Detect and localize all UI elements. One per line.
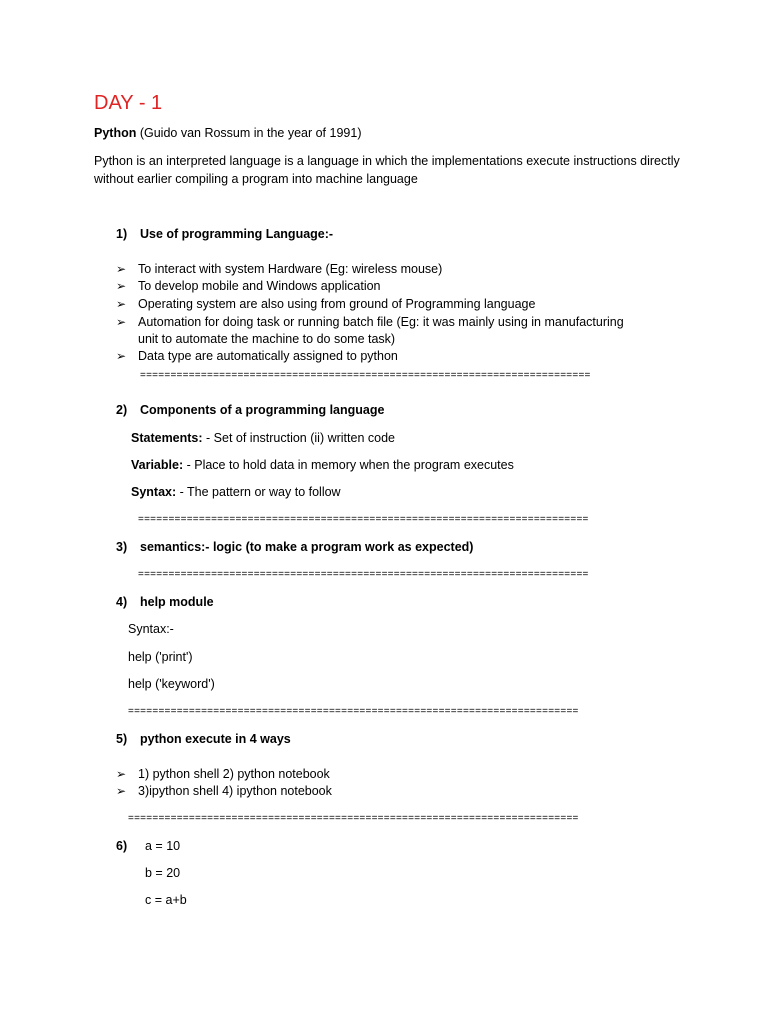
- bullet-text: Data type are automatically assigned to python: [138, 349, 398, 363]
- section-5-heading: [116, 731, 291, 748]
- section-2-heading: [116, 402, 384, 419]
- bullet-item: [116, 766, 330, 783]
- component-item: [131, 457, 514, 474]
- bullet-text: To interact with system Hardware (Eg: wireless mouse): [138, 262, 443, 276]
- section-6-number: 6): [116, 839, 128, 853]
- section-6-heading: [116, 838, 180, 855]
- bullet-text: Automation for doing task or running batch file (Eg: it was mainly using in manufacturing: [138, 315, 624, 329]
- intro-paragraph: Python is an interpreted language is a language in which the implementations execute instructions directly without earlier compiling a program into machine language: [94, 154, 680, 186]
- code-line: c = a+b: [145, 893, 187, 907]
- arrow-bullet-icon: ➢: [116, 297, 127, 311]
- arrow-bullet-icon: ➢: [116, 315, 127, 329]
- bullet-item: [116, 278, 381, 295]
- section-3-title: semantics:- logic (to make a program work as expected): [140, 540, 474, 554]
- section-3-heading: [116, 539, 473, 556]
- code-line: b = 20: [145, 866, 181, 880]
- arrow-bullet-icon: ➢: [116, 349, 127, 363]
- arrow-bullet-icon: ➢: [116, 767, 127, 781]
- help-line: Syntax:-: [128, 622, 174, 636]
- help-line: help ('keyword'): [128, 677, 215, 691]
- component-desc: - Place to hold data in memory when the program executes: [183, 458, 514, 472]
- section-5-number: 5): [116, 732, 128, 746]
- intro-title-rest: (Guido van Rossum in the year of 1991): [136, 126, 362, 140]
- bullet-text: 3)ipython shell 4) ipython notebook: [138, 784, 332, 798]
- component-term: Statements:: [131, 431, 203, 445]
- bullet-item: [116, 348, 398, 365]
- section-2-title: Components of a programming language: [140, 403, 385, 417]
- component-term: Variable:: [131, 458, 184, 472]
- bullet-text: Operating system are also using from ground of Programming language: [138, 297, 536, 311]
- section-1-number: 1): [116, 227, 128, 241]
- bullet-continuation: unit to automate the machine to do some task): [138, 332, 396, 346]
- arrow-bullet-icon: ➢: [116, 262, 127, 276]
- bullet-text: 1) python shell 2) python notebook: [138, 767, 330, 781]
- section-5-title: python execute in 4 ways: [140, 732, 291, 746]
- separator-line: ==========================================================================: [138, 514, 589, 525]
- intro-title-bold: Python: [94, 126, 137, 140]
- section-1-title: Use of programming Language:-: [140, 227, 334, 241]
- component-desc: - The pattern or way to follow: [176, 485, 341, 499]
- section-4-heading: [116, 594, 214, 611]
- component-desc: - Set of instruction (ii) written code: [202, 431, 395, 445]
- code-line: a = 10: [145, 839, 181, 853]
- bullet-text: To develop mobile and Windows application: [138, 279, 381, 293]
- bullet-item: [116, 783, 332, 800]
- component-item: [131, 430, 395, 447]
- bullet-item: [116, 261, 442, 278]
- component-term: Syntax:: [131, 485, 177, 499]
- section-4-title: help module: [140, 595, 214, 609]
- separator-line: ==========================================================================: [128, 706, 579, 717]
- arrow-bullet-icon: ➢: [116, 279, 127, 293]
- separator-line: ==========================================================================: [128, 813, 579, 824]
- arrow-bullet-icon: ➢: [116, 784, 127, 798]
- component-item: [131, 484, 341, 501]
- section-1-heading: [116, 226, 333, 243]
- section-2-number: 2): [116, 403, 128, 417]
- bullet-item: [116, 296, 535, 313]
- intro-title: [94, 125, 361, 142]
- bullet-item: [116, 314, 624, 331]
- day-title: DAY - 1: [94, 92, 163, 114]
- section-3-number: 3): [116, 540, 128, 554]
- separator-line: ==========================================================================: [140, 370, 591, 381]
- separator-line: ==========================================================================: [138, 569, 589, 580]
- section-4-number: 4): [116, 595, 128, 609]
- help-line: help ('print'): [128, 650, 193, 664]
